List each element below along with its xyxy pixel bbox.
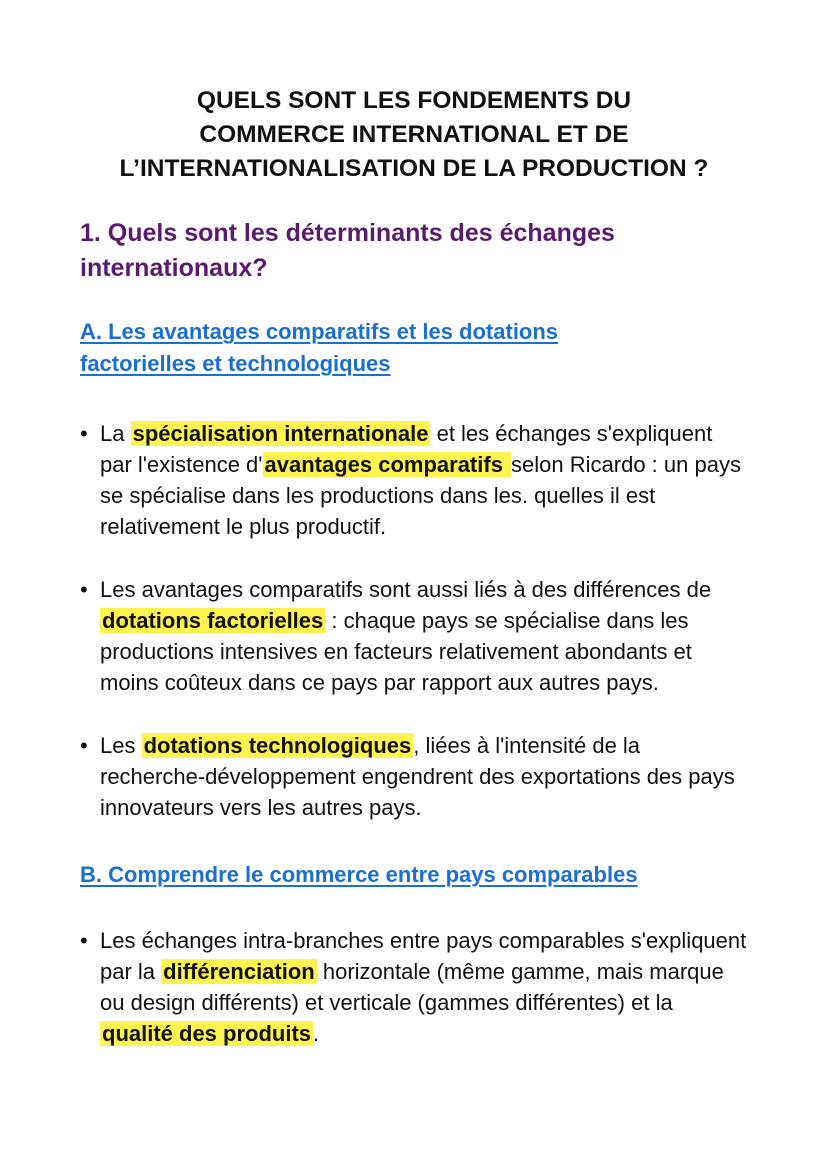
section-a-bullet-list [80, 418, 748, 823]
text: Les avantages comparatifs sont aussi liés à des différences de [100, 577, 712, 602]
text: horizontale (même gamme, mais marque ou design différents) et verticale (gammes différentes) et la [100, 959, 724, 1015]
highlight-dotations-factorielles: dotations factorielles [102, 608, 324, 633]
text: et les échanges s'expliquent par l'existence d' [100, 421, 713, 477]
bullet-echanges-intra-branches [80, 925, 748, 1049]
text: La [100, 421, 131, 446]
bullet-dotations-factorielles [80, 574, 748, 698]
highlight-avantages-comparatifs: avantages comparatifs [264, 452, 510, 477]
section-1-heading [80, 216, 748, 286]
text: selon Ricardo : un pays se spécialise dans les productions dans les. quelles il est relativement le plus productif. [100, 452, 741, 539]
highlight-qualite-des-produits: qualité des produits [102, 1021, 312, 1046]
section-b-bullet-list [80, 925, 748, 1049]
text: Les [100, 733, 142, 758]
bullet-dotations-technologiques [80, 730, 748, 823]
section-b-heading: B. Comprendre le commerce entre pays comparables [80, 862, 638, 887]
title-line-2: COMMERCE INTERNATIONAL ET DE [199, 121, 629, 148]
bullet-specialisation [80, 418, 748, 542]
highlight-differenciation: différenciation [163, 959, 315, 984]
bullet-dot: • [80, 733, 88, 758]
text: . [313, 1021, 320, 1046]
title-line-3: L’INTERNATIONALISATION DE LA PRODUCTION ? [119, 155, 709, 182]
highlight-dotations-technologiques: dotations technologiques [143, 733, 412, 758]
section-a-heading [80, 316, 748, 380]
section-a-heading-line-2: factorielles et technologiques [80, 351, 391, 376]
highlight-specialisation-internationale: spécialisation internationale [132, 421, 429, 446]
bullet-dot: • [80, 577, 88, 602]
text: : chaque pays se spécialise dans les productions intensives en facteurs relativement abondants et moins coûteux dans ce pays par rapport aux autres pays. [100, 608, 692, 695]
title-line-1: QUELS SONT LES FONDEMENTS DU [196, 87, 632, 114]
bullet-dot: • [80, 421, 88, 446]
section-1-heading-line-1: 1. Quels sont les déterminants des échanges [80, 219, 615, 247]
section-a-heading-line-1: A. Les avantages comparatifs et les dotations [80, 319, 559, 344]
page-title [60, 84, 768, 186]
text: , liées à l'intensité de la recherche-développement engendrent des exportations des pays innovateurs vers les autres pays. [100, 733, 735, 820]
bullet-dot: • [80, 928, 88, 953]
text: Les échanges intra-branches entre pays comparables s'expliquent par la [100, 928, 747, 984]
section-1-heading-line-2: internationaux? [80, 254, 268, 282]
